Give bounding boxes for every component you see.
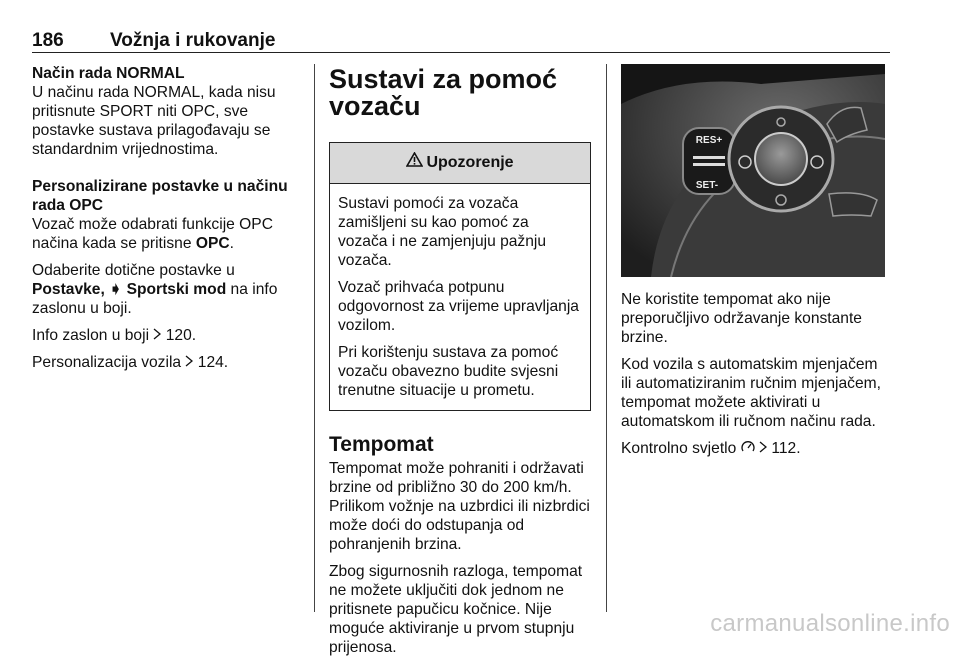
warning-header: Upozorenje bbox=[330, 143, 590, 184]
paragraph-automatic-transmission: Kod vozila s automatskim mjenjačem ili automatiziranim ručnim mjenjačem, tempomat možete aktivirati u automatskom ili ručnom načinu rada. bbox=[621, 356, 881, 430]
page-ref-icon bbox=[153, 327, 165, 344]
heading-normal-mode: Način rada NORMAL bbox=[32, 65, 185, 82]
reference-control-light[interactable]: Kontrolno svjetlo 112. bbox=[621, 440, 801, 457]
warning-triangle-icon bbox=[406, 143, 423, 183]
column-divider bbox=[606, 64, 607, 612]
column-divider bbox=[314, 64, 315, 612]
paragraph-opc-personal: Vozač može odabrati funkcije OPC načina kada se pritisne OPC. bbox=[32, 216, 273, 252]
page-ref-icon bbox=[185, 354, 197, 371]
warning-box bbox=[329, 142, 591, 411]
chapter-title: Vožnja i rukovanje bbox=[110, 30, 276, 51]
column-1 bbox=[32, 64, 304, 380]
warning-paragraph: Vozač prihvaća potpunu odgovornost za vrijeme upravljanja vozilom. bbox=[338, 279, 579, 334]
warning-paragraph: Sustavi pomoći za vozača zamišljeni su kao pomoć za vozača i ne zamjenjuju pažnju vozača. bbox=[338, 195, 547, 269]
section-title: Sustavi za pomoć vozaču bbox=[329, 64, 558, 121]
warning-paragraph: Pri korištenju sustava za pomoć vozaču obavezno budite svjesni trenutne situacije u prometu. bbox=[338, 344, 559, 399]
res-label: RES+ bbox=[695, 135, 723, 146]
paragraph-normal-mode: U načinu rada NORMAL, kada nisu pritisnute SPORT niti OPC, sve postavke sustava prilagođavaju se standardnim vrijednostima. bbox=[32, 84, 276, 158]
paragraph-tempomat: Zbog sigurnosnih razloga, tempomat ne možete uključiti dok jednom ne pritisnete papučicu kočnice. Nije moguće aktiviranje u prvom stupnju prijenosa. bbox=[329, 563, 583, 656]
reference-vehicle-personalization[interactable]: Personalizacija vozila 124. bbox=[32, 354, 229, 371]
column-2 bbox=[329, 64, 593, 665]
column-3 bbox=[621, 290, 889, 466]
paragraph-tempomat: Tempomat može pohraniti i održavati brzine od približno 30 do 200 km/h. Prilikom vožnje na uzbrdici ili nizbrdici može doći do odstupanja od pohranjenih brzina. bbox=[329, 460, 590, 553]
page-ref-icon bbox=[759, 440, 771, 457]
paragraph-select-settings: Odaberite dotične postavke u Postavke, ➧ Sportski mod na info zaslonu u boji. bbox=[32, 262, 278, 317]
watermark: carmanualsonline.info bbox=[710, 610, 950, 637]
heading-tempomat: Tempomat bbox=[329, 433, 434, 456]
page-number: 186 bbox=[32, 30, 64, 51]
menu-arrow-icon: ➧ bbox=[109, 281, 123, 298]
heading-opc-personal: Personalizirane postavke u načinu rada OPC bbox=[32, 178, 288, 214]
paragraph-constant-speed: Ne koristite tempomat ako nije preporučljivo održavanje konstante brzine. bbox=[621, 291, 862, 346]
reference-info-display[interactable]: Info zaslon u boji 120. bbox=[32, 327, 197, 344]
page-header bbox=[32, 26, 890, 53]
warning-body bbox=[330, 184, 590, 410]
set-label: SET- bbox=[695, 180, 719, 191]
steering-wheel-controls-photo bbox=[621, 64, 885, 277]
cruise-control-icon bbox=[741, 440, 759, 457]
